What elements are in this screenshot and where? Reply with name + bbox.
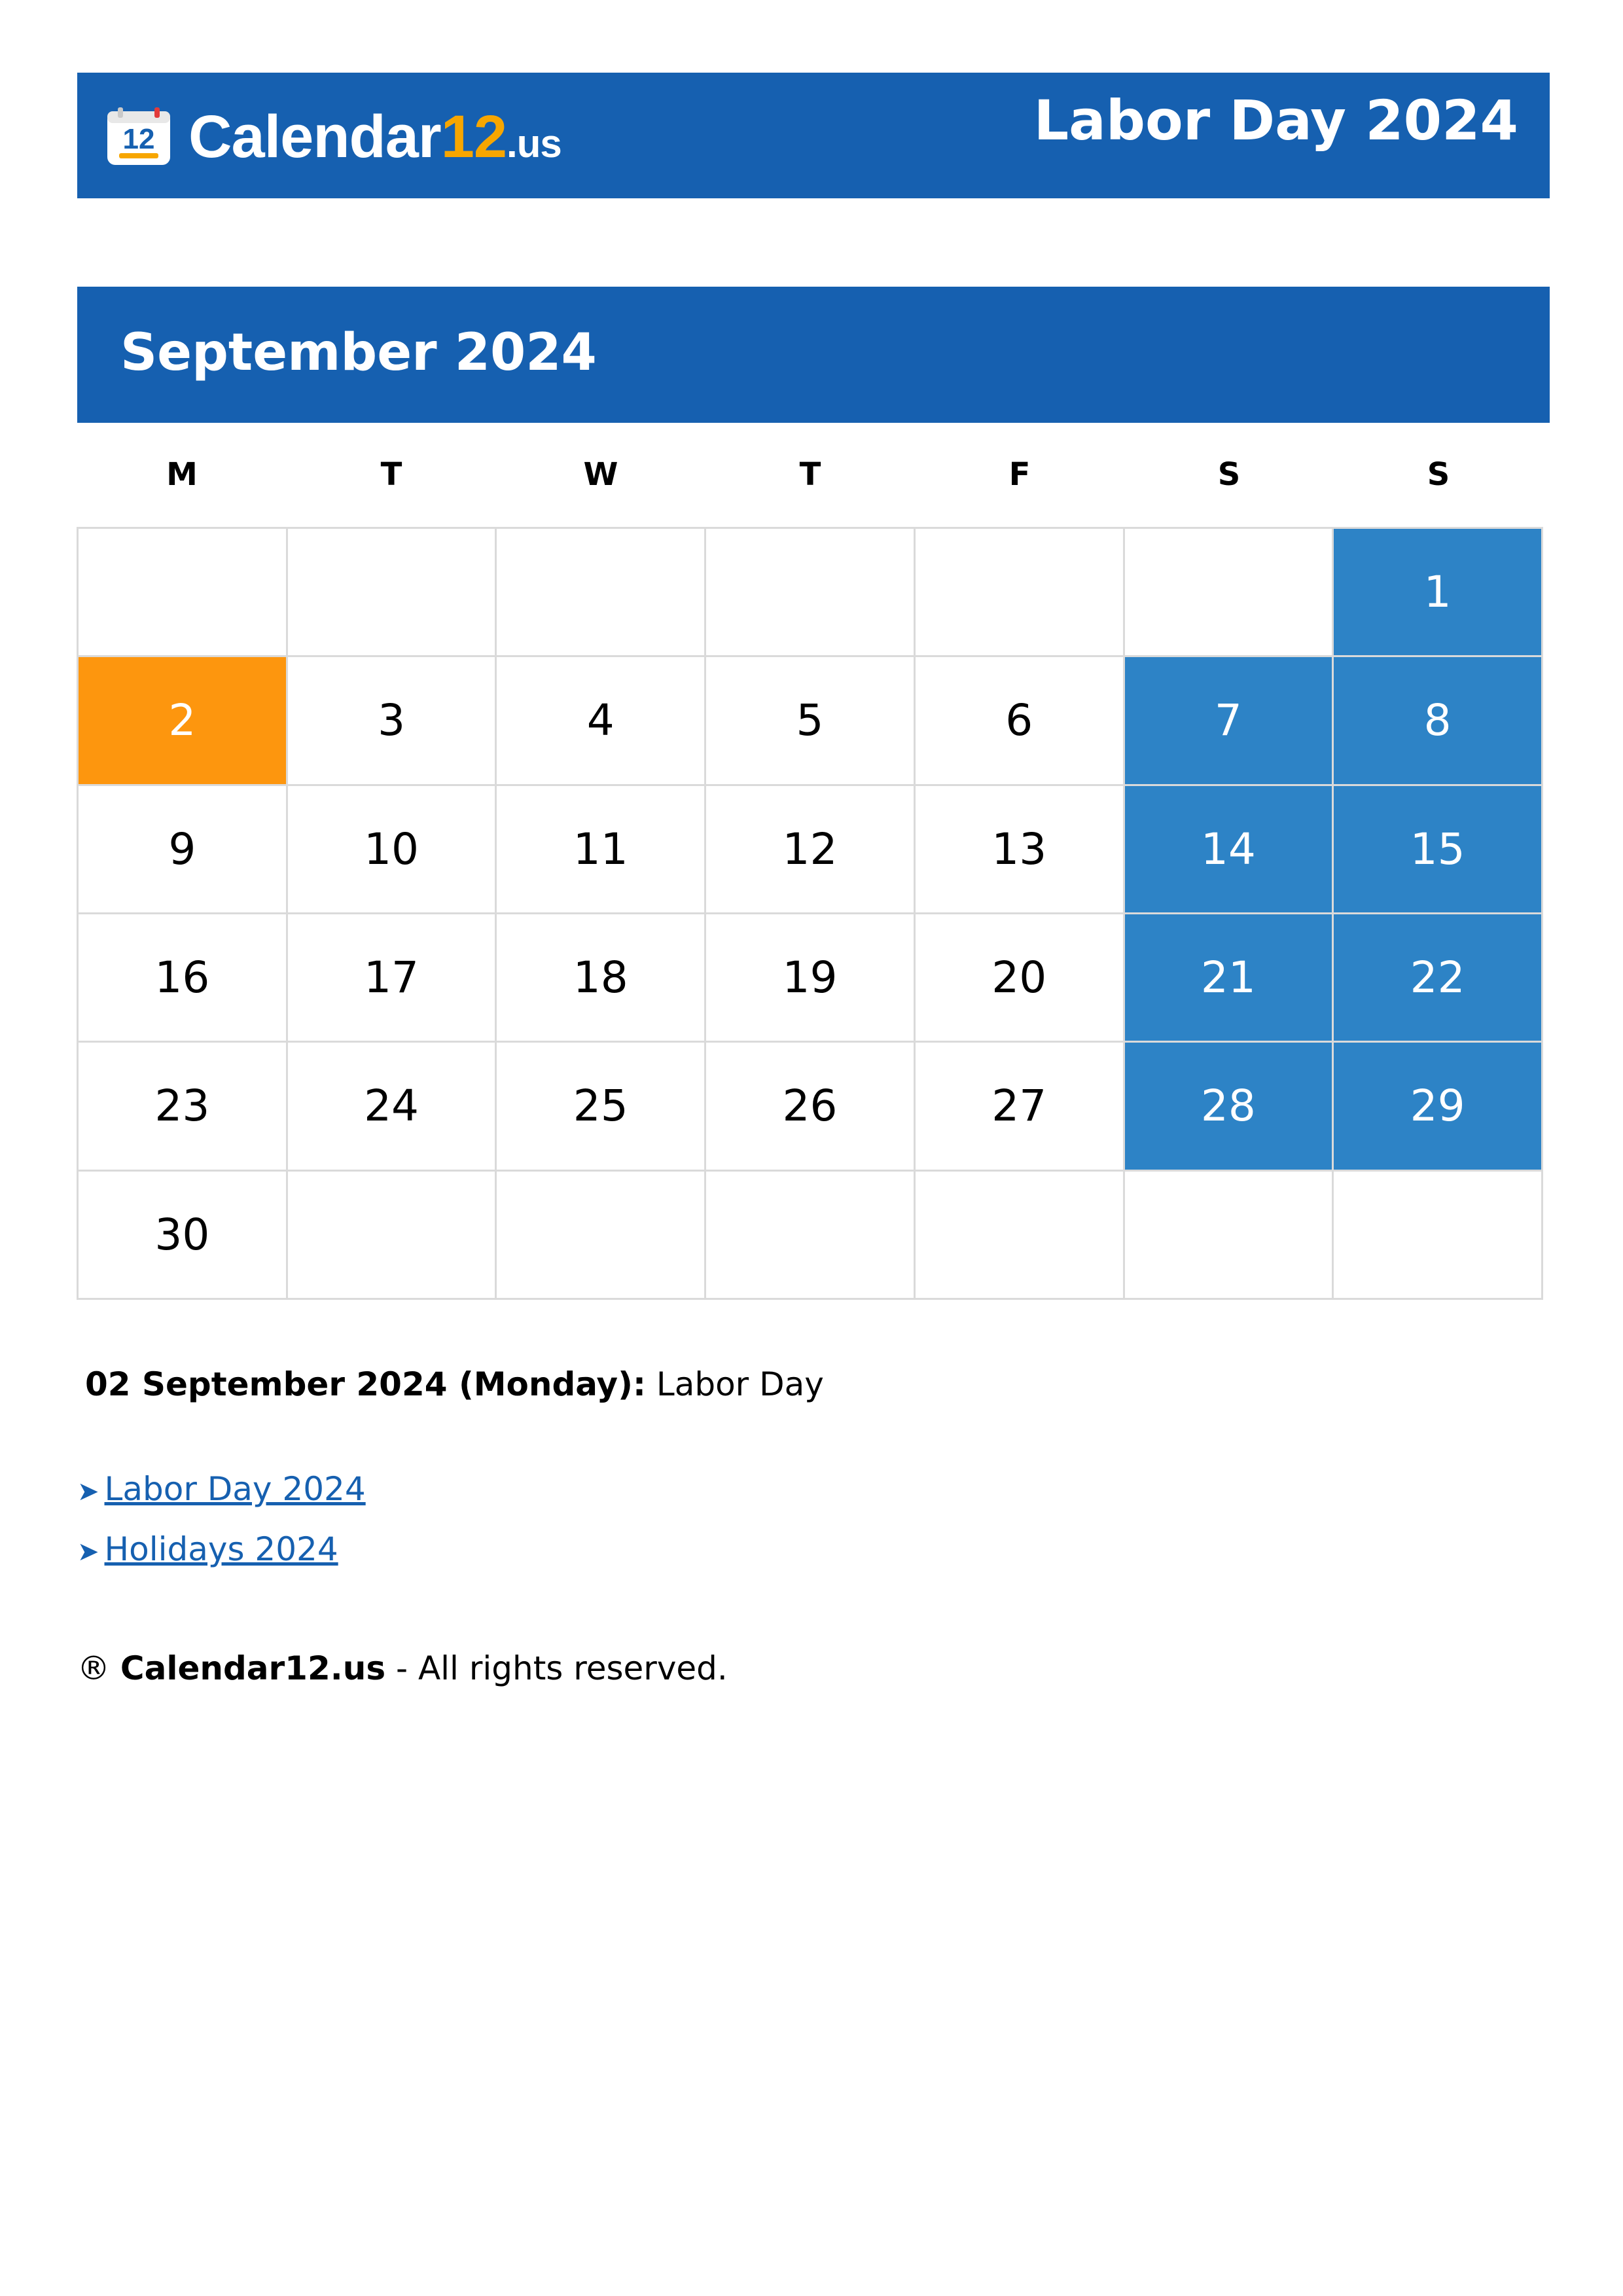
weekday-label: T xyxy=(799,456,821,493)
empty-day-cell xyxy=(916,529,1125,657)
day-cell[interactable]: 17 xyxy=(288,914,497,1043)
logo-wordmark xyxy=(188,103,562,171)
arrow-icon: ➤ xyxy=(77,1477,99,1507)
empty-day-cell xyxy=(706,529,916,657)
calendar-icon xyxy=(105,107,173,166)
day-cell[interactable]: 9 xyxy=(79,786,288,914)
day-cell[interactable]: 18 xyxy=(497,914,706,1043)
day-cell[interactable]: 25 xyxy=(497,1043,706,1171)
holiday-date: 02 September 2024 (Monday): xyxy=(85,1365,646,1403)
holiday-day-cell[interactable]: 2 xyxy=(79,657,288,785)
day-cell[interactable]: 16 xyxy=(79,914,288,1043)
link-item xyxy=(77,1466,366,1526)
weekday-header-row xyxy=(77,452,1543,497)
day-cell[interactable]: 20 xyxy=(916,914,1125,1043)
empty-day-cell xyxy=(288,1172,497,1300)
day-cell[interactable]: 11 xyxy=(497,786,706,914)
weekend-day-cell[interactable]: 14 xyxy=(1125,786,1334,914)
holiday-name: Labor Day xyxy=(656,1365,824,1403)
weekend-day-cell[interactable]: 15 xyxy=(1334,786,1543,914)
footer xyxy=(77,1649,728,1687)
empty-day-cell xyxy=(1125,1172,1334,1300)
logo-tld: .us xyxy=(507,121,562,166)
empty-day-cell xyxy=(916,1172,1125,1300)
weekday-label: M xyxy=(166,456,198,493)
day-cell[interactable]: 12 xyxy=(706,786,916,914)
related-links xyxy=(77,1466,366,1587)
weekend-day-cell[interactable]: 21 xyxy=(1125,914,1334,1043)
arrow-icon: ➤ xyxy=(77,1537,99,1567)
footer-brand: Calendar12.us xyxy=(120,1649,386,1687)
day-cell[interactable]: 26 xyxy=(706,1043,916,1171)
weekday-label: F xyxy=(1008,456,1031,493)
day-cell[interactable]: 13 xyxy=(916,786,1125,914)
month-header xyxy=(77,287,1550,423)
day-cell[interactable]: 10 xyxy=(288,786,497,914)
page-title: Labor Day 2024 xyxy=(1033,88,1518,152)
day-cell[interactable]: 4 xyxy=(497,657,706,785)
empty-day-cell xyxy=(288,529,497,657)
day-cell[interactable]: 3 xyxy=(288,657,497,785)
day-cell[interactable]: 23 xyxy=(79,1043,288,1171)
empty-day-cell xyxy=(1125,529,1334,657)
weekday-label: S xyxy=(1427,456,1450,493)
weekend-day-cell[interactable]: 28 xyxy=(1125,1043,1334,1171)
day-cell[interactable]: 30 xyxy=(79,1172,288,1300)
weekend-day-cell[interactable]: 8 xyxy=(1334,657,1543,785)
weekend-day-cell[interactable]: 29 xyxy=(1334,1043,1543,1171)
site-logo[interactable] xyxy=(105,105,562,168)
empty-day-cell xyxy=(706,1172,916,1300)
holiday-note xyxy=(85,1365,824,1403)
empty-day-cell xyxy=(497,529,706,657)
weekday-label: T xyxy=(380,456,402,493)
weekend-day-cell[interactable]: 22 xyxy=(1334,914,1543,1043)
month-title: September 2024 xyxy=(120,323,597,382)
footer-text: - All rights reserved. xyxy=(385,1649,728,1687)
weekend-day-cell[interactable]: 1 xyxy=(1334,529,1543,657)
weekday-label: W xyxy=(583,456,618,493)
day-cell[interactable]: 6 xyxy=(916,657,1125,785)
labor-day-link[interactable]: Labor Day 2024 xyxy=(104,1470,366,1508)
day-cell[interactable]: 5 xyxy=(706,657,916,785)
day-cell[interactable]: 27 xyxy=(916,1043,1125,1171)
link-item xyxy=(77,1526,366,1587)
registered-icon: ® xyxy=(77,1649,110,1687)
logo-number: 12 xyxy=(440,103,507,170)
weekday-label: S xyxy=(1217,456,1241,493)
calendar-grid xyxy=(77,527,1543,1300)
empty-day-cell xyxy=(497,1172,706,1300)
empty-day-cell xyxy=(1334,1172,1543,1300)
svg-text:12: 12 xyxy=(122,123,155,155)
empty-day-cell xyxy=(79,529,288,657)
weekend-day-cell[interactable]: 7 xyxy=(1125,657,1334,785)
logo-name: Calendar xyxy=(188,103,441,170)
holidays-link[interactable]: Holidays 2024 xyxy=(104,1530,338,1568)
day-cell[interactable]: 19 xyxy=(706,914,916,1043)
day-cell[interactable]: 24 xyxy=(288,1043,497,1171)
site-header xyxy=(77,73,1550,198)
